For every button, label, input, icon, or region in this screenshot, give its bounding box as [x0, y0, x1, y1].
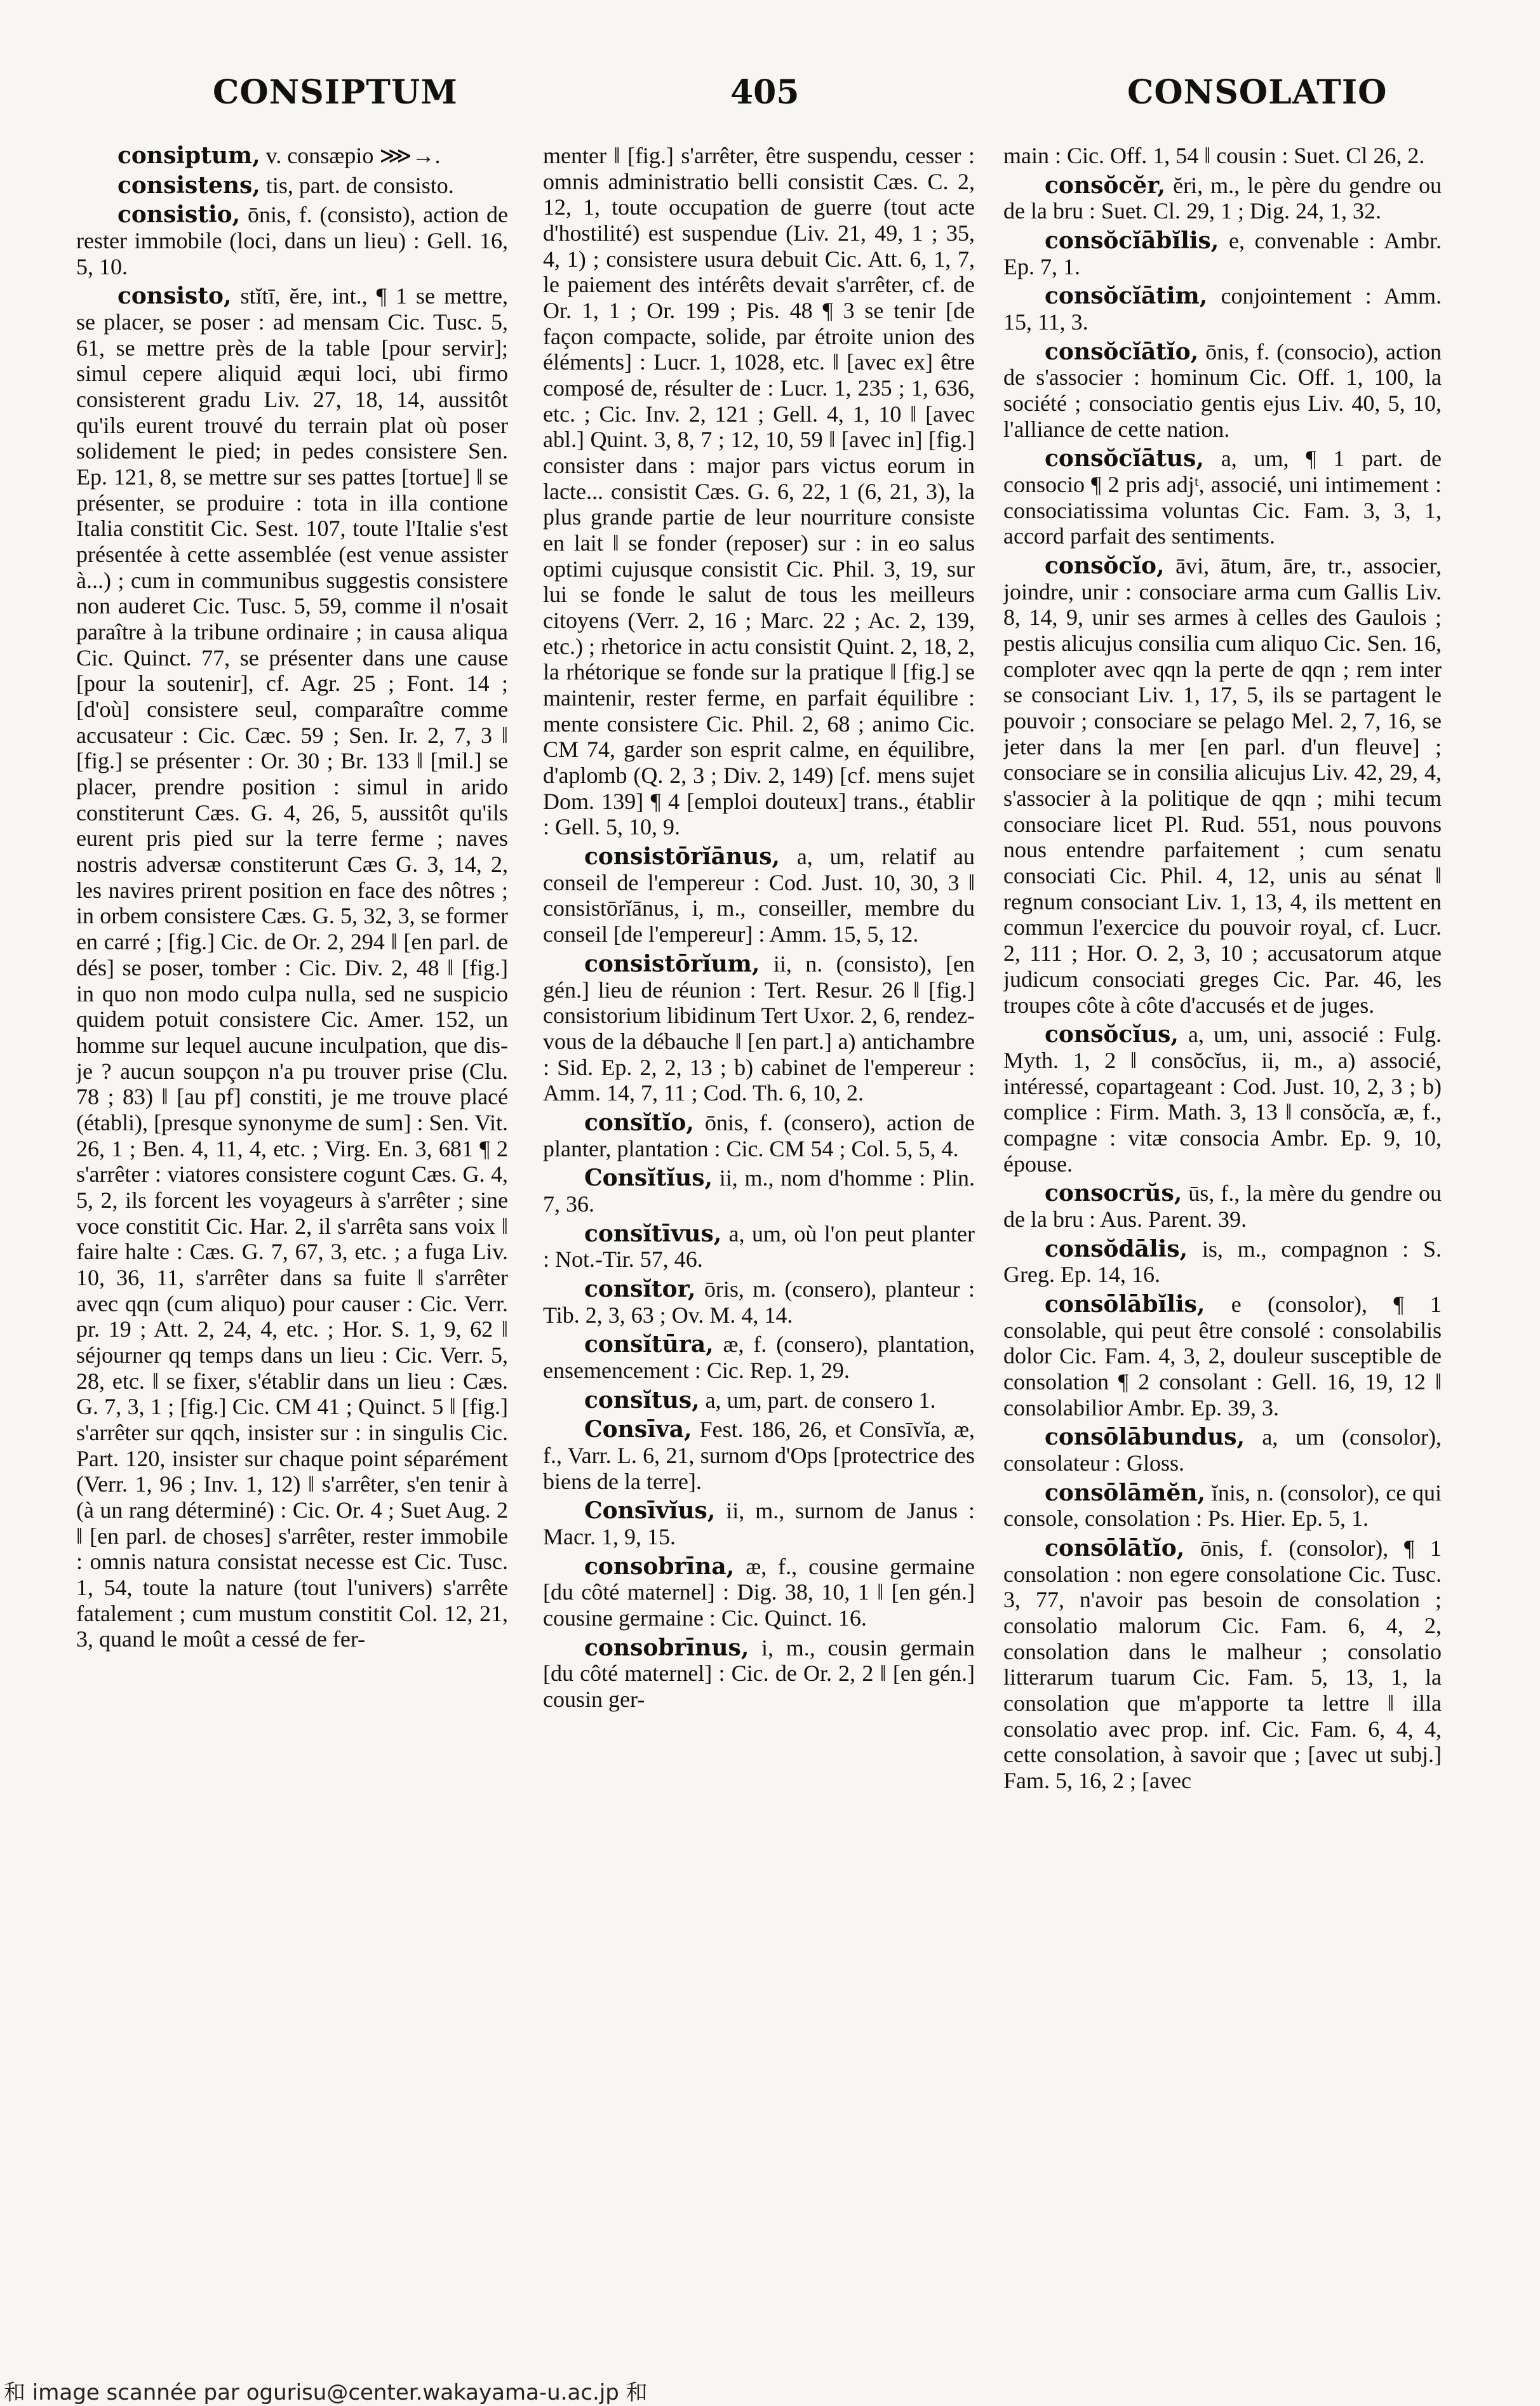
headword: consistōrĭum, — [584, 950, 760, 977]
dictionary-entry — [1003, 143, 1442, 169]
dictionary-entry — [1003, 553, 1442, 1018]
dictionary-entry — [543, 1276, 975, 1328]
headword: consŏcĭus, — [1045, 1021, 1179, 1048]
dictionary-entry — [543, 1165, 975, 1217]
entry-text: v. consæpio ⋙→. — [260, 143, 441, 168]
entry-text: a, um, relatif au conseil de l'empereur : Cod. Just. 10, 30, 3 ‖ consistōrĭānus, i, m., conseiller, membre du conseil [de l'empereur] : Amm. 15, 5, 12. — [543, 844, 975, 947]
dictionary-entry — [1003, 1424, 1442, 1476]
entry-text: i, m., cousin germain [du côté maternel] : Cic. de Or. 2, 2 ‖ [en gén.] cousin ger- — [543, 1634, 975, 1712]
dictionary-entry — [1003, 283, 1442, 335]
headword: consĭtīvus, — [584, 1220, 722, 1247]
dictionary-entry — [543, 1221, 975, 1273]
dictionary-entry — [543, 1417, 975, 1494]
headword: consĭtĭo, — [584, 1109, 694, 1136]
dictionary-entry — [1003, 1180, 1442, 1232]
dictionary-entry — [76, 143, 508, 169]
dictionary-entry — [543, 1387, 975, 1414]
dictionary-entry — [1003, 446, 1442, 549]
dictionary-entry — [543, 143, 975, 840]
headword: consōlābĭlis, — [1045, 1290, 1205, 1318]
headword: consōlātĭo, — [1045, 1534, 1185, 1561]
entry-text: tis, part. de consisto. — [260, 172, 454, 198]
entry-text: Fest. 186, 26, et Consīvĭa, æ, f., Varr. L. 6, 21, surnom d'Ops [protectrice des biens de la terre]. — [543, 1417, 975, 1494]
headword: consĭtus, — [584, 1386, 700, 1414]
headword: consōlābundus, — [1045, 1424, 1245, 1451]
dictionary-entry — [1003, 339, 1442, 443]
headword: consocrŭs, — [1045, 1180, 1182, 1207]
entry-text: a, um, ¶ 1 part. de consocio ¶ 2 pris adjᵗ, associé, uni intimement : consociatissima voluntas Cic. Fam. 3, 3, 1, accord parfait des sentiments. — [1003, 446, 1442, 549]
entry-text: ōnis, f. (consocio), action de s'associer : hominum Cic. Off. 1, 100, la société ; consociatio gentis ejus Liv. 40, 5, 10, l'alliance de cette nation. — [1003, 338, 1442, 442]
headword: consiptum, — [117, 143, 260, 169]
entry-text: ōnis, f. (consero), action de planter, plantation : Cic. CM 54 ; Col. 5, 5, 4. — [543, 1109, 975, 1161]
entry-text: a, um, uni, associé : Fulg. Myth. 1, 2 ‖ consŏcĭus, ii, m., a) associé, intéressé, copartageant : Cod. Just. 10, 2, 3 ; b) complice : Firm. Math. 3, 13 ‖ consŏcĭa, æ, f., compagne : vitæ consocia Ambr. Ep. 9, 10, épouse. — [1003, 1022, 1442, 1177]
dictionary-entry — [76, 283, 508, 1652]
dictionary-entry — [1003, 1535, 1442, 1794]
entry-text: ii, m., nom d'homme : Plin. 7, 36. — [543, 1165, 975, 1217]
entry-text: ūs, f., la mère du gendre ou de la bru : Aus. Parent. 39. — [1003, 1180, 1442, 1232]
page-header — [0, 73, 1540, 143]
dictionary-entry — [1003, 1236, 1442, 1288]
headword: consĭtūra, — [584, 1331, 714, 1358]
dictionary-entry — [543, 1635, 975, 1713]
entry-text: ōris, m. (consero), planteur : Tib. 2, 3, 63 ; Ov. M. 4, 14. — [543, 1276, 975, 1328]
headword: consistōrĭānus, — [584, 843, 780, 871]
entry-text: ōnis, f. (consolor), ¶ 1 consolation : non egere consolatione Cic. Tusc. 3, 77, n'avoir pas besoin de consolation ; consolatio malorum Cic. Fam. 6, 4, 2, consolation dans le malheur ; consolatio litterarum tuarum Cic. Fam. 5, 13, 1, la consolation que m'apporte ta lettre ‖ illa consolatio avec prop. inf. Cic. Fam. 6, 4, 4, cette consolation, à savoir que ; [avec ut subj.] Fam. 5, 16, 2 ; [avec — [1003, 1535, 1442, 1793]
running-head-right: CONSOLATIO — [1127, 73, 1388, 112]
entry-text: a, um, part. de consero 1. — [699, 1387, 936, 1413]
entry-text: is, m., compagnon : S. Greg. Ep. 14, 16. — [1003, 1236, 1442, 1288]
headword: consŏdālis, — [1045, 1235, 1188, 1262]
headword: consŏcĭo, — [1045, 552, 1165, 580]
dictionary-entry — [543, 951, 975, 1106]
headword: consistio, — [117, 201, 241, 229]
dictionary-entry — [1003, 173, 1442, 224]
dictionary-entry — [1003, 228, 1442, 279]
column-1 — [76, 143, 508, 2315]
entry-text: a, um, où l'on peut planter : Not.-Tir. 57, 46. — [543, 1220, 975, 1273]
headword: consŏcĭātim, — [1045, 283, 1208, 310]
headword: consĭtor, — [584, 1275, 696, 1302]
headword: consŏcĭātĭo, — [1045, 338, 1199, 365]
entry-text: main : Cic. Off. 1, 54 ‖ cousin : Suet. Cl 26, 2. — [1003, 143, 1425, 168]
dictionary-entry — [543, 1332, 975, 1383]
entry-text: āvi, ātum, āre, tr., associer, joindre, unir : consociare arma cum Gallis Liv. 8, 14, 9, unir ses armes à celles des Gaulois ; pestis alicujus consilia cum aliquo Cic. Sen. 16, comploter avec qqn la perte de qqn ; rem inter se consociant Liv. 1, 17, 5, ils se partagent le pouvoir ; consociare se pelago Mel. 2, 7, 16, se jeter dans la mer [en parl. d'un fleuve] ; consociare se in consilia alicujus Liv. 42, 29, 4, s'associer à la politique de qqn ; mihi tecum consociare licet Pl. Rud. 551, nous pouvons nous entendre parfaitement ; cum senatu consociati Cic. Phil. 4, 12, unis au sénat ‖ regnum consociant Liv. 1, 13, 4, ils mettent en commun l'exercice du pouvoir royal, cf. Lucr. 2, 111 ; Hor. O. 2, 3, 10 ; accusatorum atque judicum consociati greges Cic. Par. 46, les troupes côte à côte d'accusés et de juges. — [1003, 553, 1442, 1018]
entry-text: ii, m., surnom de Janus : Macr. 1, 9, 15. — [543, 1498, 975, 1549]
dictionary-entry — [76, 202, 508, 279]
scan-credit-footer: 和 image scannée par ogurisu@center.wakayama-u.ac.jp 和 — [0, 2375, 1540, 2405]
entry-text: menter ‖ [fig.] s'arrêter, être suspendu, cesser : omnis administratio belli consistit Cæs. C. 2, 12, 1, toute occupation de guerre (tout acte d'hostilité) est suspendue (Liv. 21, 49, 1 ; 35, 4, 1) ; consistere usura debuit Cic. Att. 6, 1, 7, le paiement des intérêts devait s'arrêter, cf. de Or. 1, 1 ; Or. 199 ; Pis. 48 ¶ 3 se tenir [de façon compacte, solide, par étroite union des éléments] : Lucr. 1, 1028, etc. ‖ [avec ex] être composé de, résulter de : Lucr. 1, 235 ; 1, 636, etc. ; Cic. Inv. 2, 121 ; Gell. 4, 1, 10 ‖ [avec abl.] Quint. 3, 8, 7 ; 12, 10, 59 ‖ [avec in] [fig.] consister dans : major pars victus eorum in lacte... consistit Cæs. G. 6, 22, 1 (6, 21, 3), la plus grande partie de leur nourriture consiste en lait ‖ se fonder (reposer) sur : in eo salus optimi cujusque consistit Cic. Phil. 3, 19, sur lui se fonde le salut de tous les meilleurs citoyens (Verr. 2, 16 ; Marc. 22 ; Ac. 2, 139, etc.) ; rhetorice in actu consistit Quint. 2, 18, 2, la rhétorique se fonde sur la pratique ‖ [fig.] se maintenir, rester ferme, en parfait équilibre : mente consistere Cic. Phil. 2, 68 ; animo Cic. CM 74, garder son esprit calme, en équilibre, d'aplomb (Q. 2, 3 ; Div. 2, 149) [cf. mens sujet Dom. 139] ¶ 4 [emploi douteux] trans., établir : Gell. 5, 10, 9. — [543, 143, 975, 840]
dictionary-entry — [543, 1554, 975, 1631]
entry-text: ĕri, m., le père du gendre ou de la bru : Suet. Cl. 29, 1 ; Dig. 24, 1, 32. — [1003, 172, 1442, 224]
entry-text: ĭnis, n. (consolor), ce qui console, consolation : Ps. Hier. Ep. 5, 1. — [1003, 1480, 1442, 1532]
headword: Consīva, — [584, 1416, 692, 1443]
page-number: 405 — [730, 73, 800, 112]
dictionary-entry — [1003, 1022, 1442, 1177]
headword: consŏcĭātus, — [1045, 445, 1204, 472]
dictionary-entry — [543, 844, 975, 947]
column-3 — [1003, 143, 1442, 2315]
headword: consōlāmĕn, — [1045, 1479, 1206, 1506]
headword: consŏcĭābĭlis, — [1045, 227, 1219, 255]
headword: Consīvĭus, — [584, 1497, 716, 1525]
entry-text: e, convenable : Ambr. Ep. 7, 1. — [1003, 228, 1442, 279]
entry-text: ōnis, f. (consisto), action de rester immobile (loci, dans un lieu) : Gell. 16, 5, 10. — [76, 202, 508, 279]
entry-text: ii, n. (consisto), [en gén.] lieu de réunion : Tert. Resur. 26 ‖ [fig.] consistorium libidinum Tert Uxor. 2, 6, rendez-vous de la débauche ‖ [en part.] a) antichambre : Sid. Ep. 2, 2, 13 ; b) cabinet de l'empereur : Amm. 14, 7, 11 ; Cod. Th. 6, 10, 2. — [543, 951, 975, 1106]
entry-text: a, um (consolor), consolateur : Gloss. — [1003, 1424, 1442, 1476]
headword: consobrīna, — [584, 1553, 735, 1580]
entry-text: stĭtī, ĕre, int., ¶ 1 se mettre, se placer, se poser : ad mensam Cic. Tusc. 5, 61, se mettre près de la table [pour servir]; simul cepere aliquid æqui loci, ubi firmo consisterent gradu Liv. 27, 18, 14, aussitôt qu'ils eurent trouvé du terrain plat où poser solidement le pied; in pedes consistere Sen. Ep. 121, 8, se mettre sur ses pattes [tortue] ‖ se présenter, se produire : tota in illa contione Italia constitit Cic. Sest. 107, toute l'Italie s'est présentée à cette assemblée (est venue assister à...) ; cum in communibus suggestis consistere non auderet Cic. Tusc. 5, 59, comme il n'osait paraître à la tribune ordinaire ; in causa aliqua Cic. Quinct. 77, se présenter dans une cause [pour la soutenir], cf. Agr. 25 ; Font. 14 ; [d'où] consistere seul, comparaître comme accusateur : Cic. Cæc. 59 ; Sen. Ir. 2, 7, 3 ‖ [fig.] se présenter : Or. 30 ; Br. 133 ‖ [mil.] se placer, prendre position : simul in arido constiterunt Cæs. G. 4, 26, 5, aussitôt qu'ils eurent pris pied sur la terre ferme ; naves nostris adversæ constiterunt Cæs G. 3, 14, 2, les navires prirent position en face des nôtres ; in orbem consistere Cæs. G. 5, 32, 3, se former en carré ; [fig.] Cic. de Or. 2, 294 ‖ [en parl. de dés] se poser, tomber : Cic. Div. 2, 48 ‖ [fig.] in quo non modo culpa nulla, sed ne suspicio quidem potuit consistere Cic. Amer. 152, un homme sur lequel aucune inculpation, que dis-je ? aucun soupçon n'a pu trouver prise (Clu. 78 ; 83) ‖ [au pf] constiti, je me trouve placé (établi), [presque synonyme de sum] : Sen. Vit. 26, 1 ; Ben. 4, 11, 4, etc. ; Virg. En. 3, 681 ¶ 2 s'arrêter : viatores consistere cogunt Cæs. G. 4, 5, 2, ils forcent les voyageurs à s'arrêter ; sine voce constitit Cic. Har. 2, il s'arrêta sans voix ‖ faire halte : Cæs. G. 7, 67, 3, etc. ; a fuga Liv. 10, 36, 11, s'arrêter dans sa fuite ‖ s'arrêter avec qqn (cum aliquo) pour causer : Cic. Verr. pr. 19 ; Att. 2, 24, 4, etc. ; Hor. S. 1, 9, 62 ‖ séjourner qq temps dans un lieu : Cic. Verr. 5, 28, etc. ‖ se fixer, s'établir dans un lieu : Cæs. G. 7, 3, 1 ; [fig.] Cic. CM 41 ; Quinct. 5 ‖ [fig.] s'arrêter sur qqch, insister sur : in singulis Cic. Part. 120, insister sur chaque point séparément (Verr. 1, 96 ; Inv. 1, 12) ‖ s'arrêter, s'en tenir à (à un rang déterminé) : Cic. Or. 4 ; Suet Aug. 2 ‖ [en parl. de choses] s'arrêter, rester immobile : omnis natura consistat necesse est Cic. Tusc. 1, 54, toute la nature (tout l'univers) s'arrête fatalement ; cum mustum constitit Col. 12, 21, 3, quand le moût a cessé de fer- — [76, 283, 508, 1652]
headword: consistens, — [117, 171, 260, 199]
dictionary-entry — [76, 173, 508, 199]
headword: consŏcĕr, — [1045, 171, 1166, 199]
headword: consisto, — [117, 283, 232, 310]
dictionary-entry — [543, 1498, 975, 1549]
column-2 — [543, 143, 975, 2315]
entry-text: e (consolor), ¶ 1 consolable, qui peut être consolé : consolabilis dolor Cic. Fam. 4, 3, 2, douleur susceptible de consolation ¶ 2 consolant : Gell. 16, 19, 12 ‖ consolabilior Ambr. Ep. 39, 3. — [1003, 1291, 1442, 1420]
headword: consobrīnus, — [584, 1634, 749, 1661]
entry-text: æ, f. (consero), plantation, ensemencement : Cic. Rep. 1, 29. — [543, 1332, 975, 1383]
running-head-left: CONSIPTUM — [213, 73, 458, 112]
dictionary-entry — [1003, 1292, 1442, 1420]
entry-text: æ, f., cousine germaine [du côté maternel] : Dig. 38, 10, 1 ‖ [en gén.] cousine germaine : Cic. Quinct. 16. — [543, 1553, 975, 1631]
entry-text: conjointement : Amm. 15, 11, 3. — [1003, 283, 1442, 335]
headword: Consĭtĭus, — [584, 1165, 713, 1192]
dictionary-entry — [543, 1110, 975, 1161]
dictionary-entry — [1003, 1480, 1442, 1532]
